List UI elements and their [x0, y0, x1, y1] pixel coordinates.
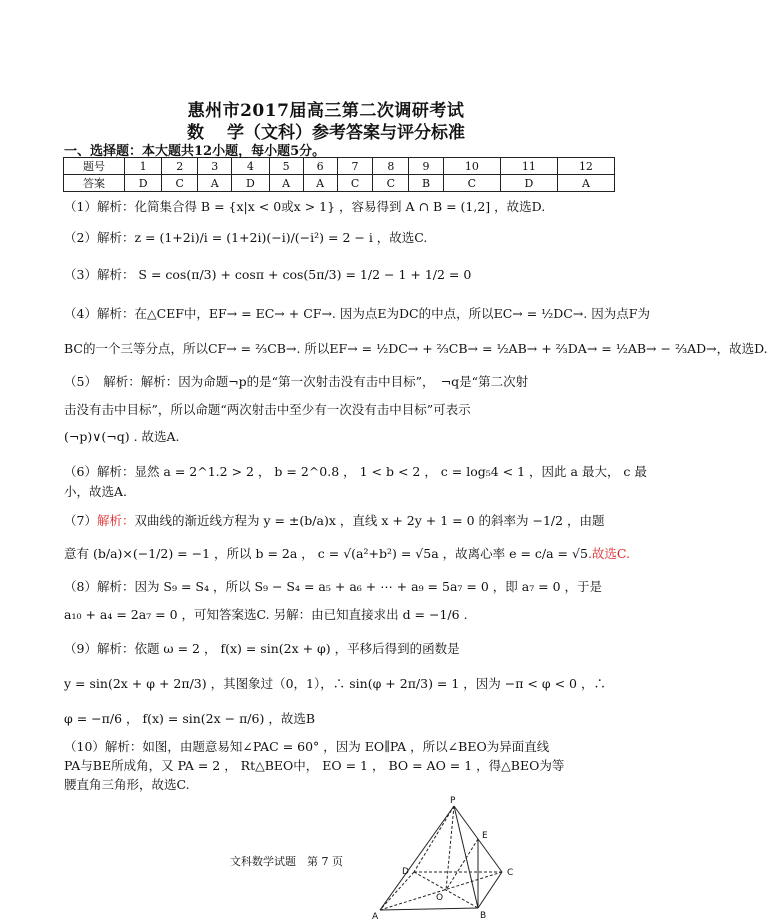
row-label-answer: 答案 [64, 175, 125, 192]
edge-pd [414, 806, 454, 872]
question-number: 2 [162, 158, 198, 175]
solution-8-line-1: （8）解析：因为 S₉ = S₄ ，所以 S₉ − S₄ = a₅ + a₆ + ⋯ + a₉ = 5a₇ = 0 ，即 a₇ = 0 ，于是 [64, 579, 603, 594]
question-number: 6 [303, 158, 337, 175]
answer-cell: D [125, 175, 162, 192]
solution-5-line-2: 击没有击中目标”，所以命题“两次射击中至少有一次没有击中目标”可表示 [64, 402, 471, 417]
answer-cell: A [269, 175, 303, 192]
label-p: P [450, 796, 456, 806]
solution-10-line-2: PA与BE所成角，又 PA = 2 ， Rt△BEO中， EO = 1 ， BO = AO = 1 ，得△BEO为等 [64, 758, 565, 773]
label-a: A [372, 912, 379, 921]
solution-3: （3）解析： S = cos(π/3) + cosπ + cos(5π/3) = 1/2 − 1 + 1/2 = 0 [64, 267, 472, 282]
page-footer: 文科数学试题 第 7 页 [230, 855, 343, 868]
edge-ab [380, 908, 478, 910]
answer-cell: D [500, 175, 557, 192]
solution-6-line-1: （6）解析：显然 a = 2^1.2 > 2 ， b = 2^0.8 ， 1 < b < 2 ， c = log₅4 < 1 ，因此 a 最大， c 最 [64, 464, 647, 479]
label-b: B [480, 911, 487, 921]
solution-7-text-2: 意有 (b/a)×(−1/2) = −1 ，所以 b = 2a ， c = √(a²+b²) = √5a ，故离心率 e = c/a = √5 [64, 546, 588, 561]
row-label-question: 题号 [64, 158, 125, 175]
solution-7-label: 解析： [96, 513, 135, 528]
solution-9-line-3: φ = −π/6 ， f(x) = sin(2x − π/6) ，故选B [64, 711, 316, 726]
question-number: 5 [269, 158, 303, 175]
solution-7-conclusion: .故选C. [587, 546, 631, 561]
solution-10-line-1: （10）解析：如图，由题意易知∠PAC = 60° ，因为 EO∥PA ，所以∠BEO为异面直线 [64, 739, 550, 754]
table-row [64, 175, 615, 192]
label-e: E [482, 831, 488, 841]
segment-eo [446, 839, 478, 890]
height-po [446, 806, 454, 890]
page-subtitle: 数 学（文科）参考答案与评分标准 [187, 123, 465, 143]
edge-bc [478, 872, 502, 908]
section-heading: 一、选择题：本大题共12小题，每小题5分。 [64, 144, 326, 159]
question-number: 4 [232, 158, 269, 175]
solution-8-line-2: a₁₀ + a₄ = 2a₇ = 0 ，可知答案选C. 另解：由已知直接求出 d = −1/6 . [64, 607, 468, 622]
question-number: 9 [409, 158, 444, 175]
solution-7-line-1 [64, 512, 605, 530]
answer-cell: C [162, 175, 198, 192]
label-d: D [402, 867, 409, 877]
question-number: 3 [198, 158, 232, 175]
solution-4-line-1: （4）解析：在△CEF中，EF→ = EC→ + CF→. 因为点E为DC的中点，所以EC→ = ½DC→. 因为点F为 [64, 306, 650, 321]
table-row [64, 158, 615, 175]
solution-9-line-2: y = sin(2x + φ + 2π/3) ，其图象过（0，1），∴ sin(φ + 2π/3) = 1 ，因为 −π < φ < 0 ，∴ [64, 676, 606, 691]
question-number: 8 [373, 158, 409, 175]
solution-7-text: 双曲线的渐近线方程为 y = ±(b/a)x ，直线 x + 2y + 1 = 0 的斜率为 −1/2 ，由题 [134, 513, 605, 528]
answer-cell: D [232, 175, 269, 192]
answer-cell: A [303, 175, 337, 192]
solution-6-line-2: 小，故选A. [64, 484, 128, 499]
solution-5-line-3: (¬p)∨(¬q) . 故选A. [64, 429, 180, 444]
solution-9-line-1: （9）解析：依题 ω = 2 ， f(x) = sin(2x + φ) ，平移后得到的函数是 [64, 641, 460, 656]
pyramid-figure [370, 792, 540, 920]
question-number: 12 [557, 158, 614, 175]
answer-cell: A [198, 175, 232, 192]
answer-cell: C [443, 175, 500, 192]
page-title: 惠州市2017届高三第二次调研考试 [187, 101, 465, 121]
edge-pb [454, 806, 478, 908]
answer-cell: B [409, 175, 444, 192]
answer-cell: C [337, 175, 373, 192]
question-number: 10 [443, 158, 500, 175]
question-number: 11 [500, 158, 557, 175]
solution-2: （2）解析：z = (1+2i)/i = (1+2i)(−i)/(−i²) = 2 − i ，故选C. [64, 230, 428, 245]
solution-5-line-1: （5） 解析：解析：因为命题¬p的是“第一次射击没有击中目标”， ¬q是“第二次射 [64, 374, 529, 389]
solution-4-line-2: BC的一个三等分点，所以CF→ = ⅔CB→. 所以EF→ = ½DC→ + ⅔CB→ = ½AB→ + ⅔DA→ = ½AB→ − ⅔AD→，故选D. [64, 341, 768, 356]
answer-table [63, 157, 615, 192]
label-c: C [507, 868, 514, 878]
solution-7-prefix: （7） [64, 513, 97, 528]
solution-1: （1）解析：化简集合得 B = {x|x < 0或x > 1} ，容易得到 A ∩ B = (1,2] ，故选D. [64, 199, 546, 214]
label-o: O [436, 893, 444, 903]
answer-cell: A [557, 175, 614, 192]
solution-10-line-3: 腰直角三角形，故选C. [64, 777, 190, 792]
solution-7-line-2 [64, 545, 630, 563]
answer-cell: C [373, 175, 409, 192]
question-number: 1 [125, 158, 162, 175]
question-number: 7 [337, 158, 373, 175]
diagonal-ac [380, 872, 502, 910]
